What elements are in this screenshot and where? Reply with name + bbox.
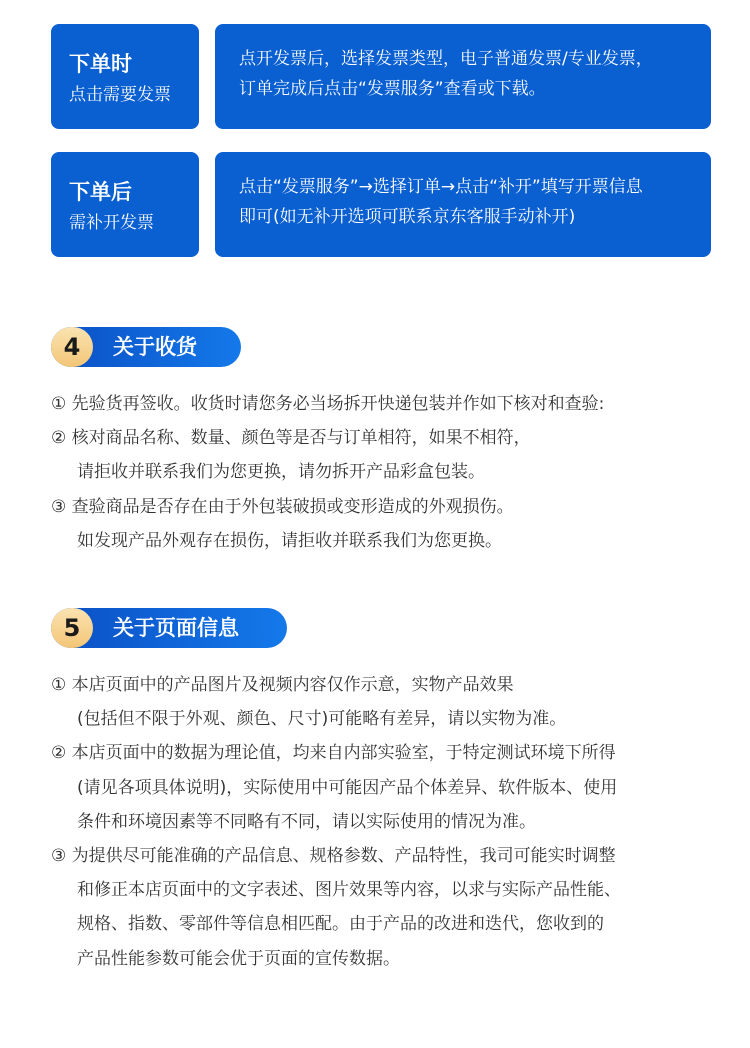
section-body-receiving bbox=[51, 387, 721, 558]
body-line: (请见各项具体说明)，实际使用中可能因产品个体差异、软件版本、使用 bbox=[77, 777, 618, 798]
body-line: ① 先验货再签收。收货时请您务必当场拆开快递包装并作如下核对和查验: bbox=[51, 394, 605, 414]
invoice-tag-title: 下单时 bbox=[69, 52, 132, 76]
invoice-tag-title: 下单后 bbox=[69, 180, 132, 204]
body-line: 请拒收并联系我们为您更换，请勿拆开产品彩盒包装。 bbox=[77, 462, 485, 483]
section-number-badge: 4 bbox=[51, 327, 93, 367]
invoice-tag bbox=[51, 24, 199, 129]
invoice-tag-subtitle: 点击需要发票 bbox=[69, 85, 171, 105]
body-line: 和修正本店页面中的文字表述、图片效果等内容，以求与实际产品性能、 bbox=[77, 880, 621, 901]
body-line: ② 核对商品名称、数量、颜色等是否与订单相符，如果不相符， bbox=[51, 428, 531, 449]
invoice-tag bbox=[51, 152, 199, 257]
invoice-description bbox=[215, 24, 711, 129]
body-line: 产品性能参数可能会优于页面的宣传数据。 bbox=[77, 948, 400, 969]
invoice-description-line: 订单完成后点击“发票服务”查看或下载。 bbox=[239, 79, 546, 99]
invoice-row-order-time bbox=[51, 24, 711, 129]
invoice-description-line: 即可(如无补开选项可联系京东客服手动补开) bbox=[239, 207, 576, 227]
section-title: 关于收货 bbox=[113, 335, 197, 359]
body-line: 规格、指数、零部件等信息相匹配。由于产品的改进和迭代，您收到的 bbox=[77, 914, 604, 935]
section-number-badge: 5 bbox=[51, 608, 93, 648]
body-line: 如发现产品外观存在损伤，请拒收并联系我们为您更换。 bbox=[77, 530, 502, 551]
section-body-page-info bbox=[51, 668, 721, 976]
body-line: 条件和环境因素等不同略有不同，请以实际使用的情况为准。 bbox=[77, 811, 536, 832]
body-line: ③ 为提供尽可能准确的产品信息、规格参数、产品特性，我司可能实时调整 bbox=[51, 845, 616, 866]
body-line: ③ 查验商品是否存在由于外包装破损或变形造成的外观损伤。 bbox=[51, 496, 514, 517]
section-title: 关于页面信息 bbox=[113, 616, 239, 640]
invoice-row-after-order bbox=[51, 152, 711, 257]
body-line: ② 本店页面中的数据为理论值，均来自内部实验室，于特定测试环境下所得 bbox=[51, 743, 616, 764]
body-line: ① 本店页面中的产品图片及视频内容仅作示意，实物产品效果 bbox=[51, 675, 514, 695]
invoice-description-line: 点击“发票服务”→选择订单→点击“补开”填写开票信息 bbox=[239, 177, 643, 197]
body-line: (包括但不限于外观、颜色、尺寸)可能略有差异，请以实物为准。 bbox=[77, 709, 567, 730]
invoice-description bbox=[215, 152, 711, 257]
invoice-description-line: 点开发票后，选择发票类型，电子普通发票/专业发票， bbox=[239, 49, 653, 69]
invoice-tag-subtitle: 需补开发票 bbox=[69, 213, 154, 233]
